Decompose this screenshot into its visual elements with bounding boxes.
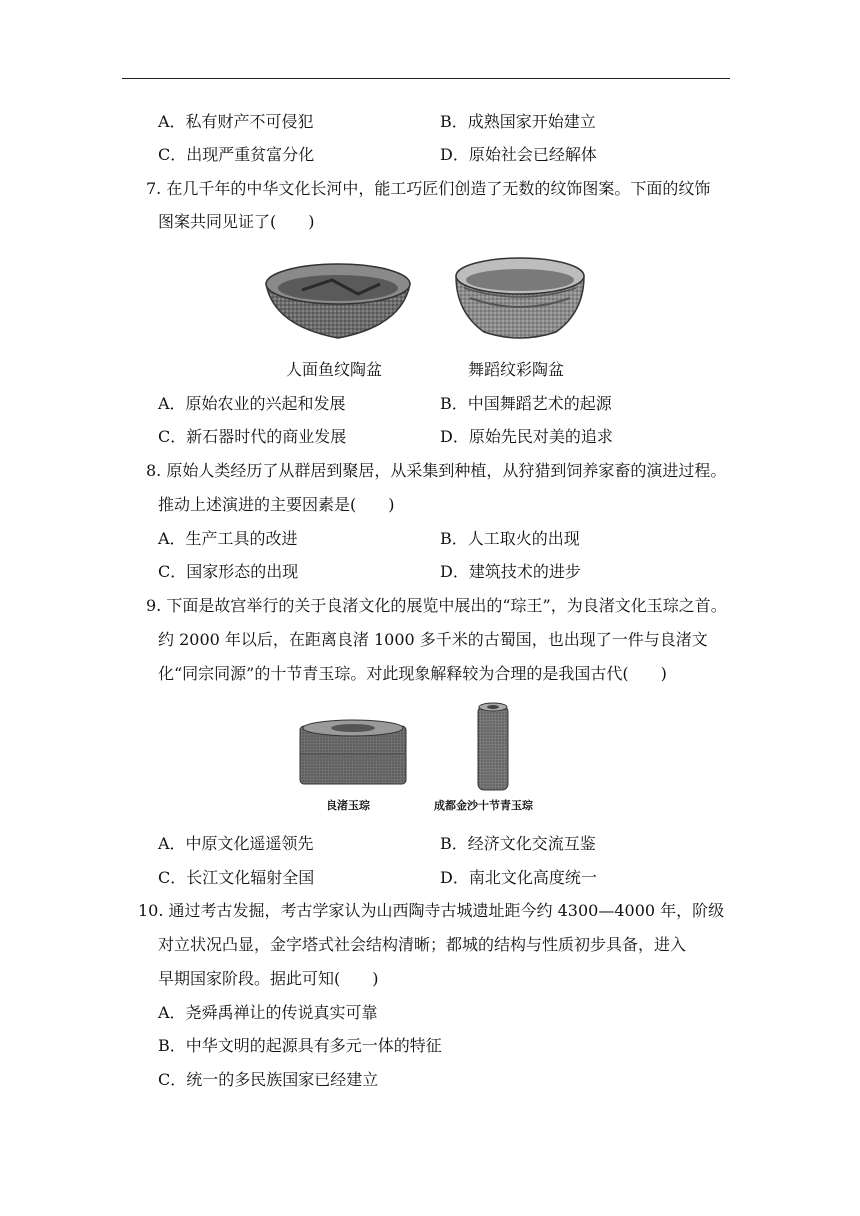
q9-stem-line2: 约 2000 年以后，在距离良渚 1000 多千米的古蜀国，也出现了一件与良渚文 (158, 630, 708, 649)
q8-option-b[interactable]: B．人工取火的出现 (440, 529, 580, 548)
q8-option-c[interactable]: C．国家形态的出现 (158, 562, 299, 581)
q10-stem-line2: 对立状况凸显，金字塔式社会结构清晰；都城的结构与性质初步具备，进入 (158, 935, 687, 954)
q6-option-c[interactable]: C．出现严重贫富分化 (158, 145, 315, 164)
q9-caption-right: 成都金沙十节青玉琮 (434, 799, 533, 812)
q7-caption-right: 舞蹈纹彩陶盆 (468, 360, 565, 379)
q7-option-a[interactable]: A．原始农业的兴起和发展 (158, 394, 346, 413)
fish-face-basin-image (262, 250, 414, 342)
dance-pattern-basin-image (450, 248, 590, 344)
header-rule (122, 78, 730, 79)
q7-stem-line2: 图案共同见证了( ) (158, 212, 315, 231)
q7-stem-line1: 7. 在几千年的中华文化长河中，能工巧匠们创造了无数的纹饰图案。下面的纹饰 (146, 179, 711, 198)
q10-option-c[interactable]: C．统一的多民族国家已经建立 (158, 1070, 379, 1089)
q9-option-a[interactable]: A．中原文化遥遥领先 (158, 834, 314, 853)
q9-option-d[interactable]: D．南北文化高度统一 (440, 868, 597, 887)
q6-option-d[interactable]: D．原始社会已经解体 (440, 145, 597, 164)
jinsha-ten-section-cong-image (472, 700, 514, 792)
q6-option-a[interactable]: A．私有财产不可侵犯 (158, 112, 314, 131)
liangzhu-jade-cong-image (296, 714, 410, 788)
q8-stem-line1: 8. 原始人类经历了从群居到聚居，从采集到种植，从狩猎到饲养家畜的演进过程。 (146, 461, 727, 480)
q8-stem-line2: 推动上述演进的主要因素是( ) (158, 495, 395, 514)
q6-option-b[interactable]: B．成熟国家开始建立 (440, 112, 596, 131)
q10-option-b[interactable]: B．中华文明的起源具有多元一体的特征 (158, 1036, 442, 1055)
q7-caption-left: 人面鱼纹陶盆 (286, 360, 383, 379)
q9-option-b[interactable]: B．经济文化交流互鉴 (440, 834, 596, 853)
q7-option-d[interactable]: D．原始先民对美的追求 (440, 427, 613, 446)
q9-stem-line1: 9. 下面是故宫举行的关于良渚文化的展览中展出的“琮王”，为良渚文化玉琮之首。 (146, 596, 727, 615)
q9-stem-line3: 化“同宗同源”的十节青玉琮。对此现象解释较为合理的是我国古代( ) (158, 664, 667, 683)
q8-option-d[interactable]: D．建筑技术的进步 (440, 562, 581, 581)
q7-option-b[interactable]: B．中国舞蹈艺术的起源 (440, 394, 612, 413)
q10-stem-line3: 早期国家阶段。据此可知( ) (158, 969, 379, 988)
q10-option-a[interactable]: A．尧舜禹禅让的传说真实可靠 (158, 1003, 378, 1022)
q9-caption-left: 良渚玉琮 (326, 799, 370, 812)
q7-option-c[interactable]: C．新石器时代的商业发展 (158, 427, 347, 446)
q9-option-c[interactable]: C．长江文化辐射全国 (158, 868, 315, 887)
q10-stem-line1: 10. 通过考古发掘，考古学家认为山西陶寺古城遗址距今约 4300—4000 年，阶级 (138, 901, 725, 920)
q8-option-a[interactable]: A．生产工具的改进 (158, 529, 298, 548)
